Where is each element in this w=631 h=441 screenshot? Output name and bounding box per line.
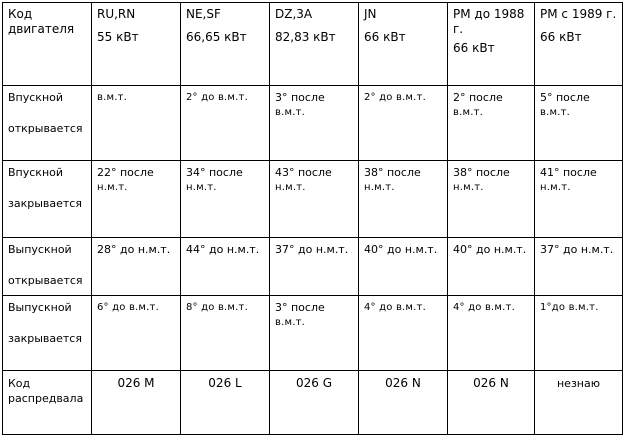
value-text-cont: в.м.т.	[275, 317, 305, 328]
engine-power: 66 кВт	[453, 41, 495, 55]
value-cell	[448, 238, 535, 296]
camshaft-code: 026 N	[385, 376, 421, 390]
value-cell	[359, 86, 448, 161]
table-row	[3, 296, 623, 371]
engine-power: 66 кВт	[540, 30, 582, 44]
row-label-cell	[3, 296, 92, 371]
value-text: 37° до н.м.т.	[275, 243, 349, 256]
value-cell	[535, 238, 623, 296]
value-text-cont: н.м.т.	[275, 182, 306, 193]
value-text: 3° после	[275, 91, 325, 104]
engine-header-cell	[535, 3, 623, 86]
table-row	[3, 238, 623, 296]
header-label-cell	[3, 3, 92, 86]
row-label-line2: открывается	[8, 122, 83, 135]
engine-code: PM до 1988	[453, 7, 525, 21]
value-text: 34° после	[186, 166, 243, 179]
row-label-cell	[3, 161, 92, 238]
value-cell	[535, 161, 623, 238]
value-cell	[359, 161, 448, 238]
value-cell	[448, 161, 535, 238]
engine-code: DZ,3A	[275, 7, 313, 21]
row-label-line2: закрывается	[8, 197, 82, 210]
value-cell	[92, 371, 181, 435]
engine-code: RU,RN	[97, 7, 136, 21]
row-label-line1: Впускной	[8, 166, 64, 179]
value-text: 38° после	[453, 166, 510, 179]
value-text: 41° после	[540, 166, 597, 179]
header-label-line1: Код	[8, 7, 33, 21]
value-text-cont: н.м.т.	[540, 182, 571, 193]
value-cell	[359, 371, 448, 435]
value-cell	[359, 238, 448, 296]
engine-power: 55 кВт	[97, 30, 139, 44]
value-cell	[92, 296, 181, 371]
value-text: 6° до в.м.т.	[97, 302, 159, 313]
value-cell	[181, 161, 270, 238]
engine-header-cell	[181, 3, 270, 86]
camshaft-code: 026 L	[208, 376, 242, 390]
value-text: 40° до н.м.т.	[364, 243, 438, 256]
value-text-cont: н.м.т.	[186, 182, 217, 193]
value-cell	[535, 86, 623, 161]
row-label-line2: открывается	[8, 274, 83, 287]
value-cell	[359, 296, 448, 371]
value-text-cont: н.м.т.	[364, 182, 395, 193]
value-cell	[181, 86, 270, 161]
engine-header-cell	[448, 3, 535, 86]
engine-code: NE,SF	[186, 7, 221, 21]
engine-power: 66 кВт	[364, 30, 406, 44]
value-text: 22° после	[97, 166, 154, 179]
value-text: 2° до в.м.т.	[364, 92, 426, 103]
header-label-line2: двигателя	[8, 22, 75, 36]
engine-power: 66,65 кВт	[186, 30, 247, 44]
value-cell	[270, 296, 359, 371]
header-row	[3, 3, 623, 86]
value-cell	[448, 296, 535, 371]
value-text: 4° до в.м.т.	[453, 302, 515, 313]
camshaft-code: незнаю	[556, 377, 600, 390]
row-label-line1: Впускной	[8, 91, 64, 104]
value-cell	[92, 238, 181, 296]
value-text: 40° до н.м.т.	[453, 243, 527, 256]
engine-power: 82,83 кВт	[275, 30, 336, 44]
value-cell	[270, 161, 359, 238]
camshaft-code: 026 G	[295, 376, 333, 390]
camshaft-row	[3, 371, 623, 435]
value-cell	[92, 161, 181, 238]
value-text: 2° до в.м.т.	[186, 92, 248, 103]
engine-header-cell	[359, 3, 448, 86]
value-cell	[181, 296, 270, 371]
engine-code: PM с 1989 г.	[540, 7, 617, 21]
value-cell	[535, 296, 623, 371]
value-text: в.м.т.	[97, 92, 127, 103]
row-label-line2: закрывается	[8, 332, 82, 345]
engine-code: JN	[364, 7, 377, 21]
value-cell	[448, 86, 535, 161]
row-label-line1: Выпускной	[8, 243, 72, 256]
value-cell	[181, 371, 270, 435]
valve-timing-table	[2, 2, 623, 435]
value-text: 38° после	[364, 166, 421, 179]
engine-header-cell	[270, 3, 359, 86]
value-text: 8° до в.м.т.	[186, 302, 248, 313]
row-label-line1: Код	[8, 377, 31, 390]
row-label-line1: Выпускной	[8, 301, 72, 314]
row-label-line2: распредвала	[8, 392, 84, 405]
table-row	[3, 161, 623, 238]
value-text-cont: в.м.т.	[453, 107, 483, 118]
engine-code-cont: г.	[453, 22, 464, 36]
value-text: 3° после	[275, 301, 325, 314]
value-text-cont: н.м.т.	[97, 182, 128, 193]
value-cell	[181, 238, 270, 296]
value-text-cont: в.м.т.	[275, 107, 305, 118]
value-text-cont: н.м.т.	[453, 182, 484, 193]
value-text: 2° после	[453, 91, 503, 104]
engine-header-cell	[92, 3, 181, 86]
value-text: 28° до н.м.т.	[97, 243, 171, 256]
value-text: 5° после	[540, 91, 590, 104]
row-label-cell	[3, 371, 92, 435]
value-text: 1°до в.м.т.	[540, 302, 599, 313]
value-cell	[92, 86, 181, 161]
value-text-cont: в.м.т.	[540, 107, 570, 118]
value-text: 44° до н.м.т.	[186, 243, 260, 256]
row-label-cell	[3, 86, 92, 161]
value-cell	[448, 371, 535, 435]
row-label-cell	[3, 238, 92, 296]
value-cell	[270, 371, 359, 435]
camshaft-code: 026 M	[117, 376, 155, 390]
value-cell	[270, 238, 359, 296]
value-text: 37° до н.м.т.	[540, 243, 614, 256]
value-cell	[270, 86, 359, 161]
table-row	[3, 86, 623, 161]
value-text: 43° после	[275, 166, 332, 179]
camshaft-code: 026 N	[473, 376, 509, 390]
value-text: 4° до в.м.т.	[364, 302, 426, 313]
value-cell	[535, 371, 623, 435]
